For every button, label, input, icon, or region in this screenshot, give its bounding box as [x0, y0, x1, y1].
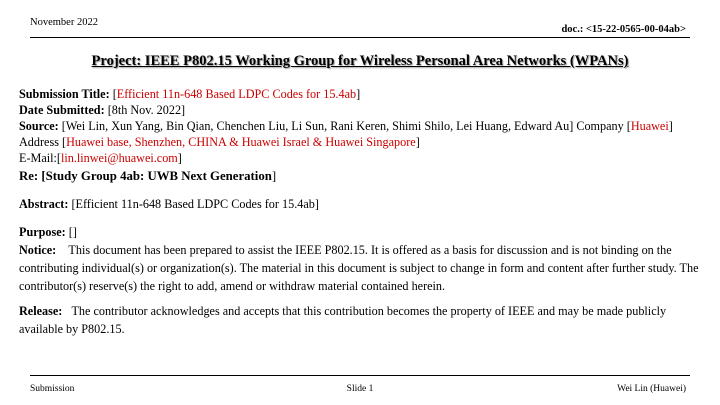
release-text: The contributor acknowledges and accepts that this contribution becomes the property of IEEE and may be made publicly available by P802.15. [19, 304, 667, 336]
address-value: Huawei base, Shenzhen, CHINA & Huawei Israel & Huawei Singapore [66, 135, 416, 149]
abstract-label: Abstract: [19, 197, 69, 211]
date-submitted-value: [8th Nov. 2022] [107, 103, 186, 117]
footer-submission: Submission [30, 384, 75, 394]
header-date: November 2022 [30, 17, 98, 28]
purpose-line [19, 224, 709, 240]
re-line: Re: [Study Group 4ab: UWB Next Generation] [19, 169, 277, 183]
purpose-label: Purpose: [19, 225, 66, 239]
source-value: [Wei Lin, Xun Yang, Bin Qian, Chenchen Liu, Li Sun, Rani Keren, Shimi Shilo, Lei Huang, Edward Au] Company [ [61, 119, 631, 133]
email-label: E-Mail:[ [19, 151, 61, 165]
date-submitted-line [19, 102, 709, 118]
notice-label: Notice: [19, 243, 57, 257]
re-label: Re: [ [19, 169, 46, 183]
project-title: Project: IEEE P802.15 Working Group for Wireless Personal Area Networks (WPANs) [91, 53, 629, 69]
submission-title-value: Efficient 11n-648 Based LDPC Codes for 15.4ab [116, 87, 357, 101]
submission-block [19, 86, 709, 166]
email-value: lin.linwei@huawei.com [60, 151, 178, 165]
email-line: E-Mail:[lin.linwei@huawei.com] [19, 151, 182, 165]
company-value: Huawei [630, 119, 669, 133]
address-label: Address [ [19, 135, 67, 149]
abstract-value: [Efficient 11n-648 Based LDPC Codes for 15.4ab] [71, 197, 319, 211]
purpose-value: [] [68, 225, 77, 239]
submission-title-line: Submission Title: [Efficient 11n-648 Based LDPC Codes for 15.4ab] [19, 87, 361, 101]
document-id: doc.: <15-22-0565-00-04ab> [561, 24, 686, 35]
submission-title-label: Submission Title: [19, 87, 110, 101]
date-submitted-label: Date Submitted: [19, 103, 105, 117]
abstract-line [19, 196, 709, 212]
release-label: Release: [19, 304, 63, 318]
address-line: Address [Huawei base, Shenzhen, CHINA & Huawei Israel & Huawei Singapore] [19, 135, 420, 149]
release-paragraph [19, 302, 709, 338]
footer-author: Wei Lin (Huawei) [617, 384, 686, 394]
header-divider [30, 37, 690, 38]
source-label: Source: [19, 119, 59, 133]
notice-text: This document has been prepared to assist the IEEE P802.15. It is offered as a basis for discussion and is not binding on the contributing individual(s) or organization(s). The material in this document is subject to change in form and content after further study. The contributor(s) reserve(s) the right to add, amend or withdraw material contained herein. [19, 243, 699, 293]
notice-paragraph [19, 241, 709, 295]
source-line: Source: [Wei Lin, Xun Yang, Bin Qian, Chenchen Liu, Li Sun, Rani Keren, Shimi Shilo, Lei Huang, Edward Au] Company [Huawei] [19, 119, 673, 133]
footer-slide-number: Slide 1 [346, 384, 374, 394]
re-value: Study Group 4ab: UWB Next Generation [45, 169, 272, 183]
footer-divider [30, 375, 690, 376]
